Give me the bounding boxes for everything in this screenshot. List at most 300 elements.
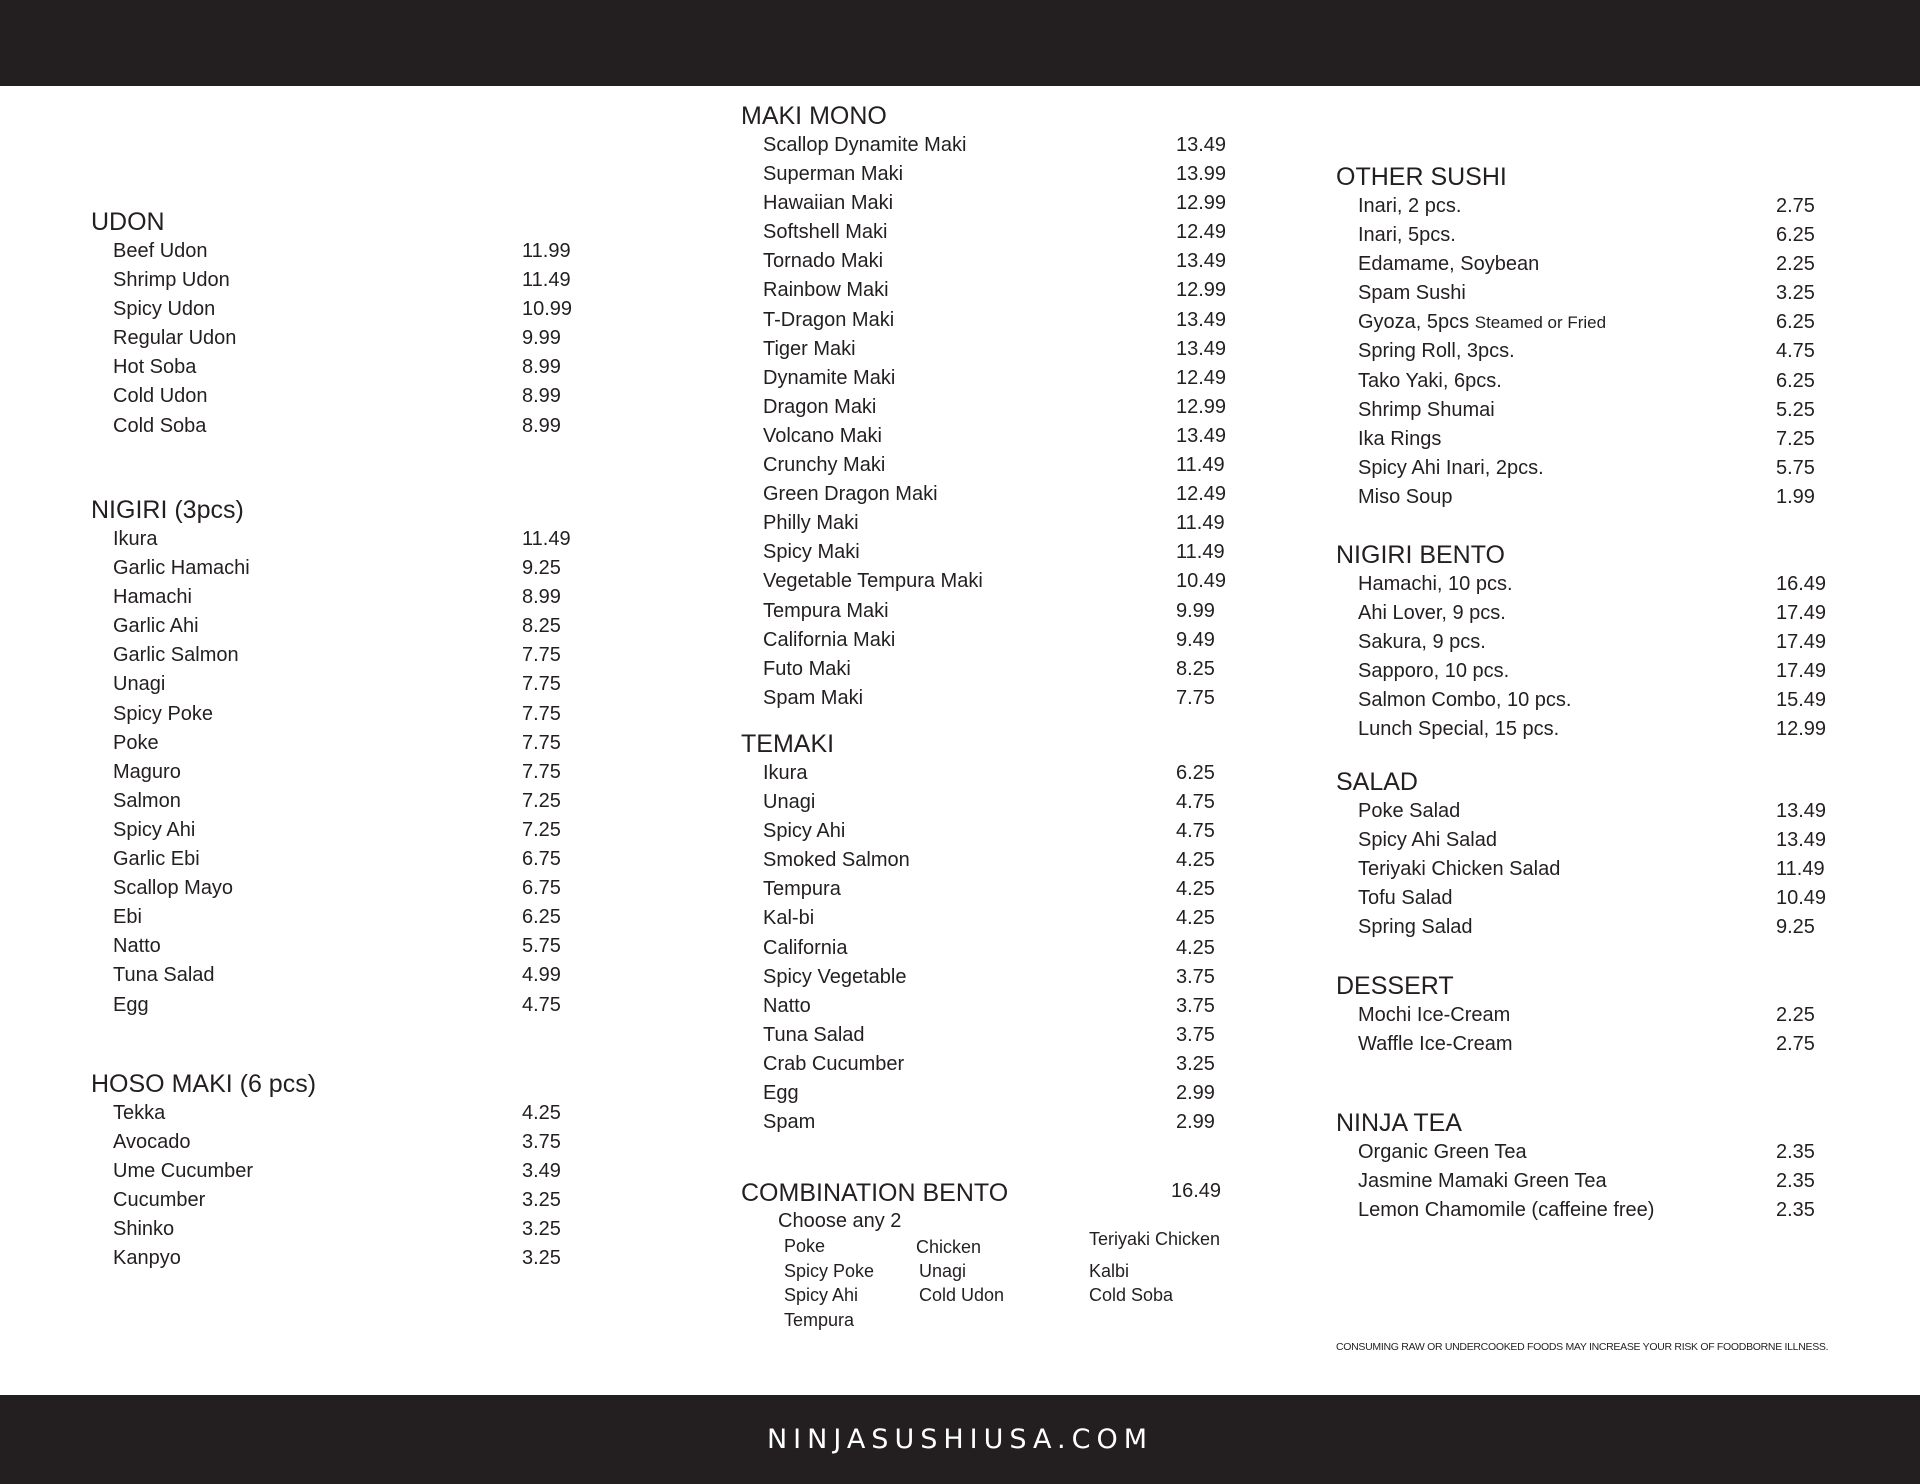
menu-item	[741, 131, 1261, 160]
menu-item-name: Ikura	[113, 528, 158, 550]
menu-item-name: Egg	[113, 993, 149, 1016]
menu-item	[1336, 1167, 1876, 1196]
menu-item	[1336, 884, 1876, 913]
menu-item	[91, 903, 611, 932]
menu-item	[91, 583, 611, 612]
menu-item-name: Spicy Maki	[763, 541, 860, 564]
menu-item-price: 12.99	[1176, 192, 1227, 215]
menu-item	[741, 509, 1261, 538]
menu-item-name: Tornado Maki	[763, 250, 884, 273]
menu-item-price: 4.75	[1176, 791, 1215, 814]
menu-item	[741, 276, 1261, 305]
menu-item	[91, 729, 611, 758]
menu-item-price: 13.99	[1176, 163, 1227, 186]
menu-item-name: Spicy Udon	[113, 298, 216, 321]
menu-item-name: Kanpyo	[113, 1247, 181, 1270]
menu-item	[1336, 826, 1876, 855]
menu-item	[741, 538, 1261, 567]
menu-item-name: Organic Green Tea	[1358, 1141, 1527, 1163]
menu-item-name: Kal-bi	[763, 907, 815, 930]
combo-option: Unagi	[919, 1261, 967, 1281]
menu-item-price: 3.25	[1176, 1052, 1215, 1075]
menu-item-price: 11.49	[1176, 541, 1225, 564]
menu-item	[741, 904, 1261, 933]
menu-item	[1336, 599, 1876, 628]
menu-item-price: 9.25	[1776, 916, 1815, 939]
menu-item-name: Garlic Hamachi	[113, 557, 250, 580]
top-banner	[0, 0, 1920, 86]
menu-item-name: Mochi Ice-Cream	[1358, 1004, 1511, 1026]
menu-item	[741, 934, 1261, 963]
menu-item-price: 3.49	[522, 1160, 561, 1183]
menu-item-price: 9.99	[522, 327, 561, 350]
menu-item-price: 10.49	[1176, 570, 1227, 593]
menu-item	[741, 364, 1261, 393]
menu-item	[91, 700, 611, 729]
menu-item	[741, 963, 1261, 992]
menu-item-price: 10.49	[1776, 887, 1827, 910]
menu-item-price: 2.99	[1176, 1111, 1215, 1134]
menu-item-name: Lemon Chamomile (caffeine free)	[1358, 1199, 1655, 1222]
menu-item-price: 13.49	[1176, 250, 1227, 273]
menu-item-name: Ebi	[113, 906, 142, 929]
menu-item-price: 9.99	[1176, 599, 1215, 622]
menu-item-price: 10.99	[522, 298, 573, 321]
menu-item	[91, 612, 611, 641]
menu-item-name: Poke Salad	[1358, 800, 1461, 822]
menu-item	[741, 788, 1261, 817]
menu-item-price: 11.49	[1176, 512, 1225, 535]
foodborne-illness-disclaimer: CONSUMING RAW OR UNDERCOOKED FOODS MAY INCREASE YOUR RISK OF FOODBORNE ILLNESS.	[1336, 1341, 1829, 1353]
menu-item	[741, 992, 1261, 1021]
menu-item-price: 9.49	[1176, 628, 1215, 651]
menu-item-name: Vegetable Tempura Maki	[763, 570, 983, 593]
menu-item-price: 7.75	[522, 644, 561, 667]
menu-item-name: Shrimp Udon	[113, 269, 230, 292]
combo-option: Spicy Ahi	[784, 1285, 859, 1305]
menu-item-price: 15.49	[1776, 689, 1827, 712]
combo-option: Cold Udon	[919, 1285, 1005, 1305]
menu-item	[741, 567, 1261, 596]
menu-item	[1336, 657, 1876, 686]
menu-item-name: Spicy Ahi	[763, 820, 846, 843]
menu-item-name: T-Dragon Maki	[763, 308, 895, 331]
hoso-maki-section	[91, 1069, 611, 1274]
menu-item-name: Shinko	[113, 1218, 175, 1241]
menu-item-name: Ikura	[763, 762, 808, 784]
menu-item-name: Poke	[113, 731, 159, 754]
menu-item-name: Spicy Ahi Inari, 2pcs.	[1358, 456, 1544, 479]
menu-item-price: 17.49	[1776, 602, 1827, 625]
menu-item-price: 12.49	[1176, 483, 1227, 506]
menu-item-name: Inari, 2 pcs.	[1358, 195, 1462, 217]
section-title: OTHER SUSHI	[1336, 163, 1507, 191]
menu-item-name: Garlic Salmon	[113, 644, 239, 667]
menu-item-name: Shrimp Shumai	[1358, 398, 1495, 421]
menu-item-name: Hawaiian Maki	[763, 192, 894, 215]
menu-item-price: 7.75	[522, 673, 561, 696]
menu-item-name: Futo Maki	[763, 657, 851, 680]
menu-item	[91, 1099, 611, 1128]
menu-item-price: 17.49	[1776, 631, 1827, 654]
menu-item-price: 4.75	[522, 993, 561, 1016]
menu-item-price: 3.25	[522, 1218, 561, 1241]
menu-item-name: Cold Soba	[113, 414, 207, 437]
menu-item	[1336, 1001, 1876, 1030]
combination-bento-price: 16.49	[1171, 1180, 1222, 1202]
menu-item-price: 13.49	[1776, 800, 1827, 822]
menu-item-price: 6.75	[522, 848, 561, 871]
menu-item-name: Tuna Salad	[113, 964, 215, 987]
menu-item	[91, 874, 611, 903]
menu-item-price: 4.25	[1176, 878, 1215, 901]
menu-item	[91, 412, 611, 441]
menu-item-name: Dynamite Maki	[763, 366, 896, 389]
menu-item-name: Hamachi, 10 pcs.	[1358, 573, 1513, 595]
menu-item-price: 1.99	[1776, 485, 1815, 508]
menu-item	[91, 382, 611, 411]
salad-section	[1336, 767, 1876, 942]
menu-item	[91, 1157, 611, 1186]
menu-item-price: 16.49	[1776, 573, 1827, 595]
combo-option: Poke	[784, 1236, 826, 1256]
menu-item-price: 7.75	[522, 760, 561, 783]
menu-item	[1336, 483, 1876, 512]
menu-item-price: 3.25	[1776, 282, 1815, 305]
section-title: NINJA TEA	[1336, 1109, 1462, 1137]
menu-item-name: Scallop Dynamite Maki	[763, 134, 967, 156]
menu-item-price: 8.25	[1176, 657, 1215, 680]
menu-item-price: 4.25	[1176, 849, 1215, 872]
menu-item-name: Cold Udon	[113, 385, 208, 408]
menu-item-price: 7.75	[522, 702, 561, 725]
section-title: NIGIRI BENTO	[1336, 541, 1506, 569]
menu-item-price: 4.99	[522, 964, 561, 987]
menu-item-price: 8.99	[522, 414, 561, 437]
menu-item-price: 2.75	[1776, 195, 1815, 217]
menu-item	[741, 1108, 1261, 1137]
menu-item-price: 11.99	[522, 240, 571, 262]
menu-item	[1336, 337, 1876, 366]
menu-item	[1336, 1138, 1876, 1167]
menu-item-price: 13.49	[1176, 134, 1227, 156]
menu-item-price: 3.75	[522, 1131, 561, 1154]
menu-item	[741, 247, 1261, 276]
menu-item	[1336, 686, 1876, 715]
menu-item	[1336, 279, 1876, 308]
menu-item	[91, 1128, 611, 1157]
menu-item-price: 4.25	[1176, 936, 1215, 959]
menu-item-price: 12.99	[1176, 279, 1227, 302]
menu-item-price: 7.75	[1176, 686, 1215, 709]
menu-item-price: 3.75	[1176, 994, 1215, 1017]
section-title: DESSERT	[1336, 972, 1454, 1000]
menu-item-name: Jasmine Mamaki Green Tea	[1358, 1170, 1607, 1193]
menu-item	[91, 237, 611, 266]
menu-item-price: 11.49	[1776, 858, 1825, 881]
menu-item-name: Ika Rings	[1358, 427, 1442, 450]
menu-item-name: Crunchy Maki	[763, 454, 886, 477]
menu-item	[741, 759, 1261, 788]
menu-item-name: Spam Sushi	[1358, 282, 1466, 305]
menu-item-name: Philly Maki	[763, 512, 859, 535]
udon-section	[91, 207, 611, 441]
section-title: SALAD	[1336, 768, 1418, 796]
menu-item-name: Natto	[113, 935, 161, 958]
combination-bento-section	[741, 1178, 1261, 1208]
menu-item-price: 5.75	[522, 935, 561, 958]
menu-item-name: Spam	[763, 1111, 816, 1134]
menu-item	[741, 817, 1261, 846]
menu-item	[91, 758, 611, 787]
menu-item-price: 6.25	[1776, 311, 1815, 334]
menu-item-price: 3.25	[522, 1247, 561, 1270]
menu-item-price: 11.49	[522, 528, 571, 550]
menu-item	[1336, 628, 1876, 657]
menu-item-name: Salmon	[113, 789, 181, 812]
menu-item-name: Tako Yaki, 6pcs.	[1358, 369, 1502, 392]
menu-item	[91, 1244, 611, 1273]
menu-item-price: 13.49	[1176, 424, 1227, 447]
menu-item	[1336, 715, 1876, 744]
menu-item	[741, 597, 1261, 626]
menu-item-price: 6.75	[522, 877, 561, 900]
menu-item-price: 4.25	[1176, 907, 1215, 930]
menu-item	[741, 306, 1261, 335]
menu-item	[741, 846, 1261, 875]
menu-item-name: Volcano Maki	[763, 424, 882, 447]
menu-item-name: Natto	[763, 994, 811, 1017]
menu-item	[1336, 250, 1876, 279]
menu-item-name: Spicy Ahi Salad	[1358, 829, 1497, 852]
menu-item-name: Egg	[763, 1082, 799, 1105]
menu-item	[1336, 425, 1876, 454]
menu-item-name: Dragon Maki	[763, 395, 877, 418]
combo-option: Teriyaki Chicken	[1089, 1229, 1221, 1249]
menu-item-price: 3.25	[522, 1189, 561, 1212]
menu-item	[91, 787, 611, 816]
menu-item-price: 6.25	[1776, 224, 1815, 247]
menu-item-price: 2.35	[1776, 1199, 1815, 1222]
menu-item-name: Softshell Maki	[763, 221, 888, 244]
menu-item	[741, 160, 1261, 189]
section-title: UDON	[91, 208, 165, 236]
menu-item-name: Unagi	[763, 791, 816, 814]
menu-item-price: 4.75	[1776, 340, 1815, 363]
menu-item	[741, 393, 1261, 422]
menu-item-name: Garlic Ahi	[113, 615, 199, 638]
section-title: HOSO MAKI (6 pcs)	[91, 1070, 317, 1098]
menu-item-price: 12.99	[1176, 395, 1227, 418]
menu-item-name: Maguro	[113, 760, 181, 783]
footer-banner	[0, 1395, 1920, 1484]
menu-item-name: Spicy Vegetable	[763, 965, 907, 988]
menu-item-price: 6.25	[1176, 762, 1215, 784]
menu-item	[91, 353, 611, 382]
menu-item-name: California Maki	[763, 628, 896, 651]
menu-item-name: Inari, 5pcs.	[1358, 224, 1456, 247]
menu-item-name: California	[763, 936, 848, 959]
menu-item	[1336, 308, 1876, 337]
menu-item-price: 2.35	[1776, 1141, 1815, 1163]
menu-item-name: Superman Maki	[763, 163, 904, 186]
menu-item-name: Unagi	[113, 673, 166, 696]
menu-item	[1336, 221, 1876, 250]
website-url[interactable]: NINJASUSHIUSA.COM	[766, 1424, 1153, 1455]
menu-item	[91, 525, 611, 554]
menu-item-price: 9.25	[522, 557, 561, 580]
menu-item-price: 7.75	[522, 731, 561, 754]
menu-item-name: Hamachi	[113, 586, 192, 609]
menu-item-price: 11.49	[522, 269, 571, 292]
menu-item-name: Gyoza, 5pcs Steamed or Fried	[1358, 311, 1607, 334]
menu-item-name: Avocado	[113, 1131, 191, 1154]
menu-item-price: 2.25	[1776, 253, 1815, 276]
menu-item	[91, 641, 611, 670]
menu-item-price: 2.35	[1776, 1170, 1815, 1193]
menu-item-name: Scallop Mayo	[113, 877, 234, 900]
menu-item-name: Spicy Ahi	[113, 818, 196, 841]
menu-item	[91, 816, 611, 845]
menu-item-name: Waffle Ice-Cream	[1358, 1033, 1513, 1056]
combo-option: Cold Soba	[1089, 1285, 1174, 1305]
menu-item	[1336, 570, 1876, 599]
menu-item-name: Ahi Lover, 9 pcs.	[1358, 602, 1506, 625]
menu-item	[741, 480, 1261, 509]
nigiri-section	[91, 495, 611, 1020]
menu-item-name: Lunch Special, 15 pcs.	[1358, 718, 1560, 741]
menu-item-name: Tiger Maki	[763, 337, 856, 360]
menu-item-price: 2.25	[1776, 1004, 1815, 1026]
menu-item-name: Salmon Combo, 10 pcs.	[1358, 689, 1572, 712]
menu-item	[1336, 396, 1876, 425]
menu-item-price: 13.49	[1176, 308, 1227, 331]
menu-item-name: Tuna Salad	[763, 1023, 865, 1046]
menu-item-name: Spring Roll, 3pcs.	[1358, 340, 1515, 363]
menu-item	[91, 932, 611, 961]
menu-item-price: 3.75	[1176, 965, 1215, 988]
menu-item-price: 4.25	[522, 1102, 561, 1124]
menu-item-name: Spam Maki	[763, 686, 864, 709]
menu-item	[741, 218, 1261, 247]
menu-item	[741, 684, 1261, 713]
ninja-tea-section	[1336, 1108, 1876, 1225]
menu-item	[1336, 797, 1876, 826]
menu-item	[741, 1021, 1261, 1050]
menu-item	[91, 845, 611, 874]
menu-item	[741, 655, 1261, 684]
menu-item	[91, 1215, 611, 1244]
menu-item-price: 6.25	[522, 906, 561, 929]
menu-item-name: Crab Cucumber	[763, 1052, 905, 1075]
menu-item	[1336, 855, 1876, 884]
menu-item	[91, 266, 611, 295]
menu-item-name: Hot Soba	[113, 356, 197, 379]
menu-item	[741, 335, 1261, 364]
section-title: NIGIRI (3pcs)	[91, 496, 244, 524]
menu-item-name: Edamame, Soybean	[1358, 253, 1540, 276]
menu-item-price: 3.75	[1176, 1023, 1215, 1046]
maki-mono-section	[741, 101, 1261, 713]
menu-item-price: 7.25	[522, 818, 561, 841]
menu-item-price: 2.99	[1176, 1082, 1215, 1105]
menu-item-name: Tofu Salad	[1358, 887, 1453, 910]
menu-item-price: 8.99	[522, 356, 561, 379]
combo-option: Spicy Poke	[784, 1261, 875, 1281]
menu-item	[1336, 1030, 1876, 1059]
menu-item-name: Tekka	[113, 1102, 166, 1124]
menu-item	[1336, 913, 1876, 942]
menu-item-price: 12.99	[1776, 718, 1827, 741]
menu-item	[91, 991, 611, 1020]
dessert-section	[1336, 971, 1876, 1059]
menu-item-name: Garlic Ebi	[113, 848, 200, 871]
menu-item-name: Smoked Salmon	[763, 849, 910, 872]
menu-item-name: Spicy Poke	[113, 702, 214, 725]
menu-item	[1336, 454, 1876, 483]
combo-option: Tempura	[784, 1310, 855, 1330]
section-title: COMBINATION BENTO	[741, 1179, 1009, 1207]
menu-item-name: Tempura	[763, 878, 841, 901]
menu-item-price: 11.49	[1176, 454, 1225, 477]
menu-item	[741, 189, 1261, 218]
menu-item-price: 7.25	[522, 789, 561, 812]
combo-option: Kalbi	[1089, 1261, 1130, 1281]
menu-item-price: 13.49	[1776, 829, 1827, 852]
menu-item	[91, 670, 611, 699]
menu-item-price: 6.25	[1776, 369, 1815, 392]
menu-item	[91, 554, 611, 583]
menu-item-name: Sakura, 9 pcs.	[1358, 631, 1486, 654]
menu-item	[741, 1079, 1261, 1108]
menu-item-name: Cucumber	[113, 1189, 206, 1212]
menu-item	[741, 451, 1261, 480]
combo-option: Chicken	[916, 1237, 982, 1257]
menu-item-name: Ume Cucumber	[113, 1160, 254, 1183]
menu-item-price: 7.25	[1776, 427, 1815, 450]
menu-item-name: Regular Udon	[113, 327, 237, 350]
section-title: TEMAKI	[741, 730, 835, 758]
menu-item-name: Tempura Maki	[763, 599, 889, 622]
menu-item-name: Green Dragon Maki	[763, 483, 938, 506]
menu-item-price: 13.49	[1176, 337, 1227, 360]
menu-item	[91, 961, 611, 990]
menu-item-price: 12.49	[1176, 221, 1227, 244]
menu-item-name: Beef Udon	[113, 240, 208, 262]
menu-item	[91, 295, 611, 324]
temaki-section	[741, 729, 1261, 1137]
menu-item-name: Spring Salad	[1358, 916, 1473, 939]
menu-item	[91, 324, 611, 353]
menu-item	[1336, 1196, 1876, 1225]
menu-item	[1336, 192, 1876, 221]
menu-item	[741, 1050, 1261, 1079]
menu-item	[1336, 367, 1876, 396]
menu-item	[741, 422, 1261, 451]
menu-item-name: Teriyaki Chicken Salad	[1358, 858, 1561, 881]
menu-item-price: 5.75	[1776, 456, 1815, 479]
menu-item-note: Steamed or Fried	[1474, 313, 1607, 333]
menu-item-price: 8.99	[522, 385, 561, 408]
menu-item-price: 8.25	[522, 615, 561, 638]
menu-item	[741, 875, 1261, 904]
section-title: MAKI MONO	[741, 102, 887, 130]
menu-item-price: 2.75	[1776, 1033, 1815, 1056]
other-sushi-section	[1336, 162, 1876, 512]
menu-item	[741, 626, 1261, 655]
combination-choose-label: Choose any 2	[778, 1210, 902, 1232]
menu-item-name: Rainbow Maki	[763, 279, 889, 302]
